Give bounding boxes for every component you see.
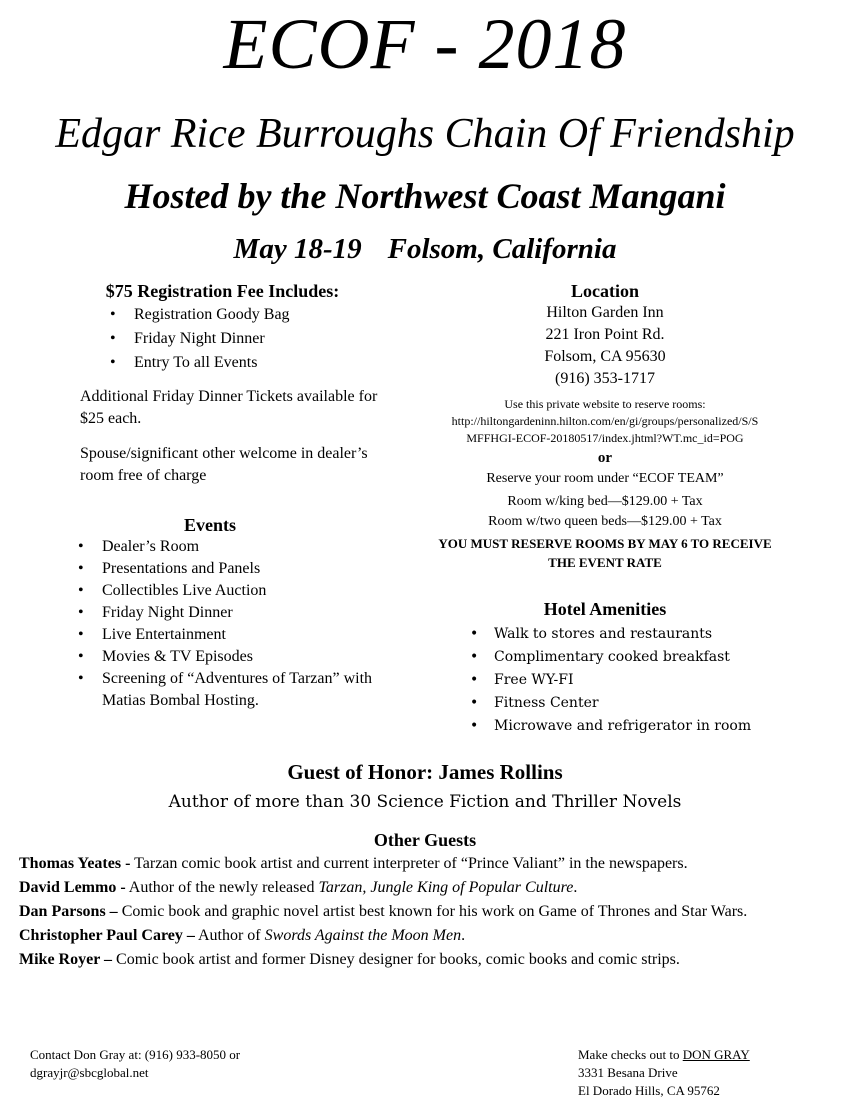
extra-tickets-note: Additional Friday Dinner Tickets available for $25 each. (80, 388, 378, 427)
hotel-phone: (916) 353-1717 (555, 370, 655, 387)
event-dates: May 18-19 (233, 233, 362, 265)
guest-description: Comic book artist and former Disney designer for books, comic books and comic strips. (112, 951, 680, 968)
guest-name: Mike Royer – (19, 951, 113, 968)
contact-email[interactable]: dgrayjr@sbcglobal.net (30, 1065, 149, 1080)
deadline-line: THE EVENT RATE (548, 555, 662, 570)
king-room-rate: Room w/king bed—$129.00 + Tax (507, 494, 703, 509)
list-item: • Microwave and refrigerator in room (468, 715, 751, 738)
website-url-line[interactable]: http://hiltongardeninn.hilton.com/en/gi/groups/personalized/S/S (451, 414, 759, 428)
website-intro: Use this private website to reserve rooms: (504, 397, 706, 411)
guest-name: David Lemmo - (19, 879, 126, 896)
guest-entry (19, 925, 834, 947)
guest-description: Author of the newly released (125, 879, 319, 896)
checks-street: 3331 Besana Drive (578, 1065, 678, 1080)
reserve-under-note: Reserve your room under “ECOF TEAM” (486, 471, 724, 486)
book-title: Tarzan, Jungle King of Popular Culture (318, 879, 574, 896)
deadline-line: YOU MUST RESERVE ROOMS BY MAY 6 TO RECEIVE (438, 536, 772, 551)
guest-description: Comic book and graphic novel artist best known for his work on Game of Thrones and Star Wars. (117, 903, 748, 920)
spouse-note: Spouse/significant other welcome in dealer’s room free of charge (80, 445, 368, 484)
reservation-website (405, 396, 805, 447)
other-guests-title: Other Guests (373, 830, 477, 850)
location-title: Location (570, 281, 639, 301)
room-rates (405, 492, 805, 532)
guest-description: Tarzan comic book artist and current interpreter of “Prince Valiant” in the newspapers. (130, 855, 688, 872)
registration-list (108, 303, 290, 375)
list-item: • Friday Night Dinner (108, 327, 290, 351)
payment-info (578, 1046, 750, 1100)
guest-name: Thomas Yeates - (19, 855, 131, 872)
list-item: • Complimentary cooked breakfast (468, 646, 751, 669)
list-item: • Walk to stores and restaurants (468, 623, 751, 646)
hotel-street: 221 Iron Point Rd. (545, 326, 665, 343)
location-block (405, 280, 805, 572)
contact-info (30, 1046, 240, 1082)
website-url-line[interactable]: MFFHGI-ECOF-20180517/index.jhtml?WT.mc_id=POG (466, 431, 744, 445)
guest-of-honor-title: Guest of Honor: James Rollins (287, 760, 563, 784)
guest-description: Author of (194, 927, 265, 944)
checks-line (578, 1046, 750, 1064)
hotel-name: Hilton Garden Inn (546, 304, 664, 321)
events-title: Events (183, 515, 236, 535)
list-item: • Presentations and Panels (76, 558, 402, 580)
registration-title: $75 Registration Fee Includes: (105, 281, 340, 301)
guest-name: Christopher Paul Carey – (19, 927, 195, 944)
event-place: Folsom, California (387, 233, 617, 265)
guest-of-honor-subtitle: Author of more than 30 Science Fiction and Thriller Novels (168, 792, 682, 812)
guest-description-end: . (573, 879, 578, 896)
list-item: • Collectibles Live Auction (76, 580, 402, 602)
list-item: • Entry To all Events (108, 351, 290, 375)
list-item: • Live Entertainment (76, 624, 402, 646)
amenities-list (468, 623, 751, 738)
guest-entry (19, 853, 834, 875)
book-title: Swords Against the Moon Men (264, 927, 462, 944)
checks-city: El Dorado Hills, CA 95762 (578, 1083, 720, 1098)
list-item: • Movies & TV Episodes (76, 646, 402, 668)
queen-room-rate: Room w/two queen beds—$129.00 + Tax (488, 514, 722, 529)
checks-prefix: Make checks out to (578, 1047, 683, 1062)
guest-entry (19, 949, 834, 971)
amenities-title: Hotel Amenities (543, 599, 667, 619)
contact-line: Contact Don Gray at: (916) 933-8050 or (30, 1047, 241, 1062)
guest-entry (19, 901, 834, 923)
list-item: • Free WY-FI (468, 669, 751, 692)
hotel-city: Folsom, CA 95630 (544, 348, 666, 365)
list-item: • Fitness Center (468, 692, 751, 715)
list-item: • Registration Goody Bag (108, 303, 290, 327)
guest-entry (19, 877, 834, 899)
reservation-deadline (405, 534, 805, 572)
or-separator: or (597, 450, 613, 466)
flyer-title: ECOF - 2018 (223, 4, 627, 84)
checks-payee: DON GRAY (682, 1047, 750, 1062)
date-place-line (0, 230, 850, 268)
host-line: Hosted by the Northwest Coast Mangani (124, 176, 726, 216)
guest-description-end: . (461, 927, 466, 944)
guest-name: Dan Parsons – (19, 903, 118, 920)
flyer-subtitle: Edgar Rice Burroughs Chain Of Friendship (55, 111, 795, 157)
other-guests-list (19, 853, 834, 973)
list-item: • Screening of “Adventures of Tarzan” with Matias Bombal Hosting. (76, 668, 402, 712)
list-item: • Dealer’s Room (76, 536, 402, 558)
events-list (76, 536, 402, 712)
list-item: • Friday Night Dinner (76, 602, 402, 624)
